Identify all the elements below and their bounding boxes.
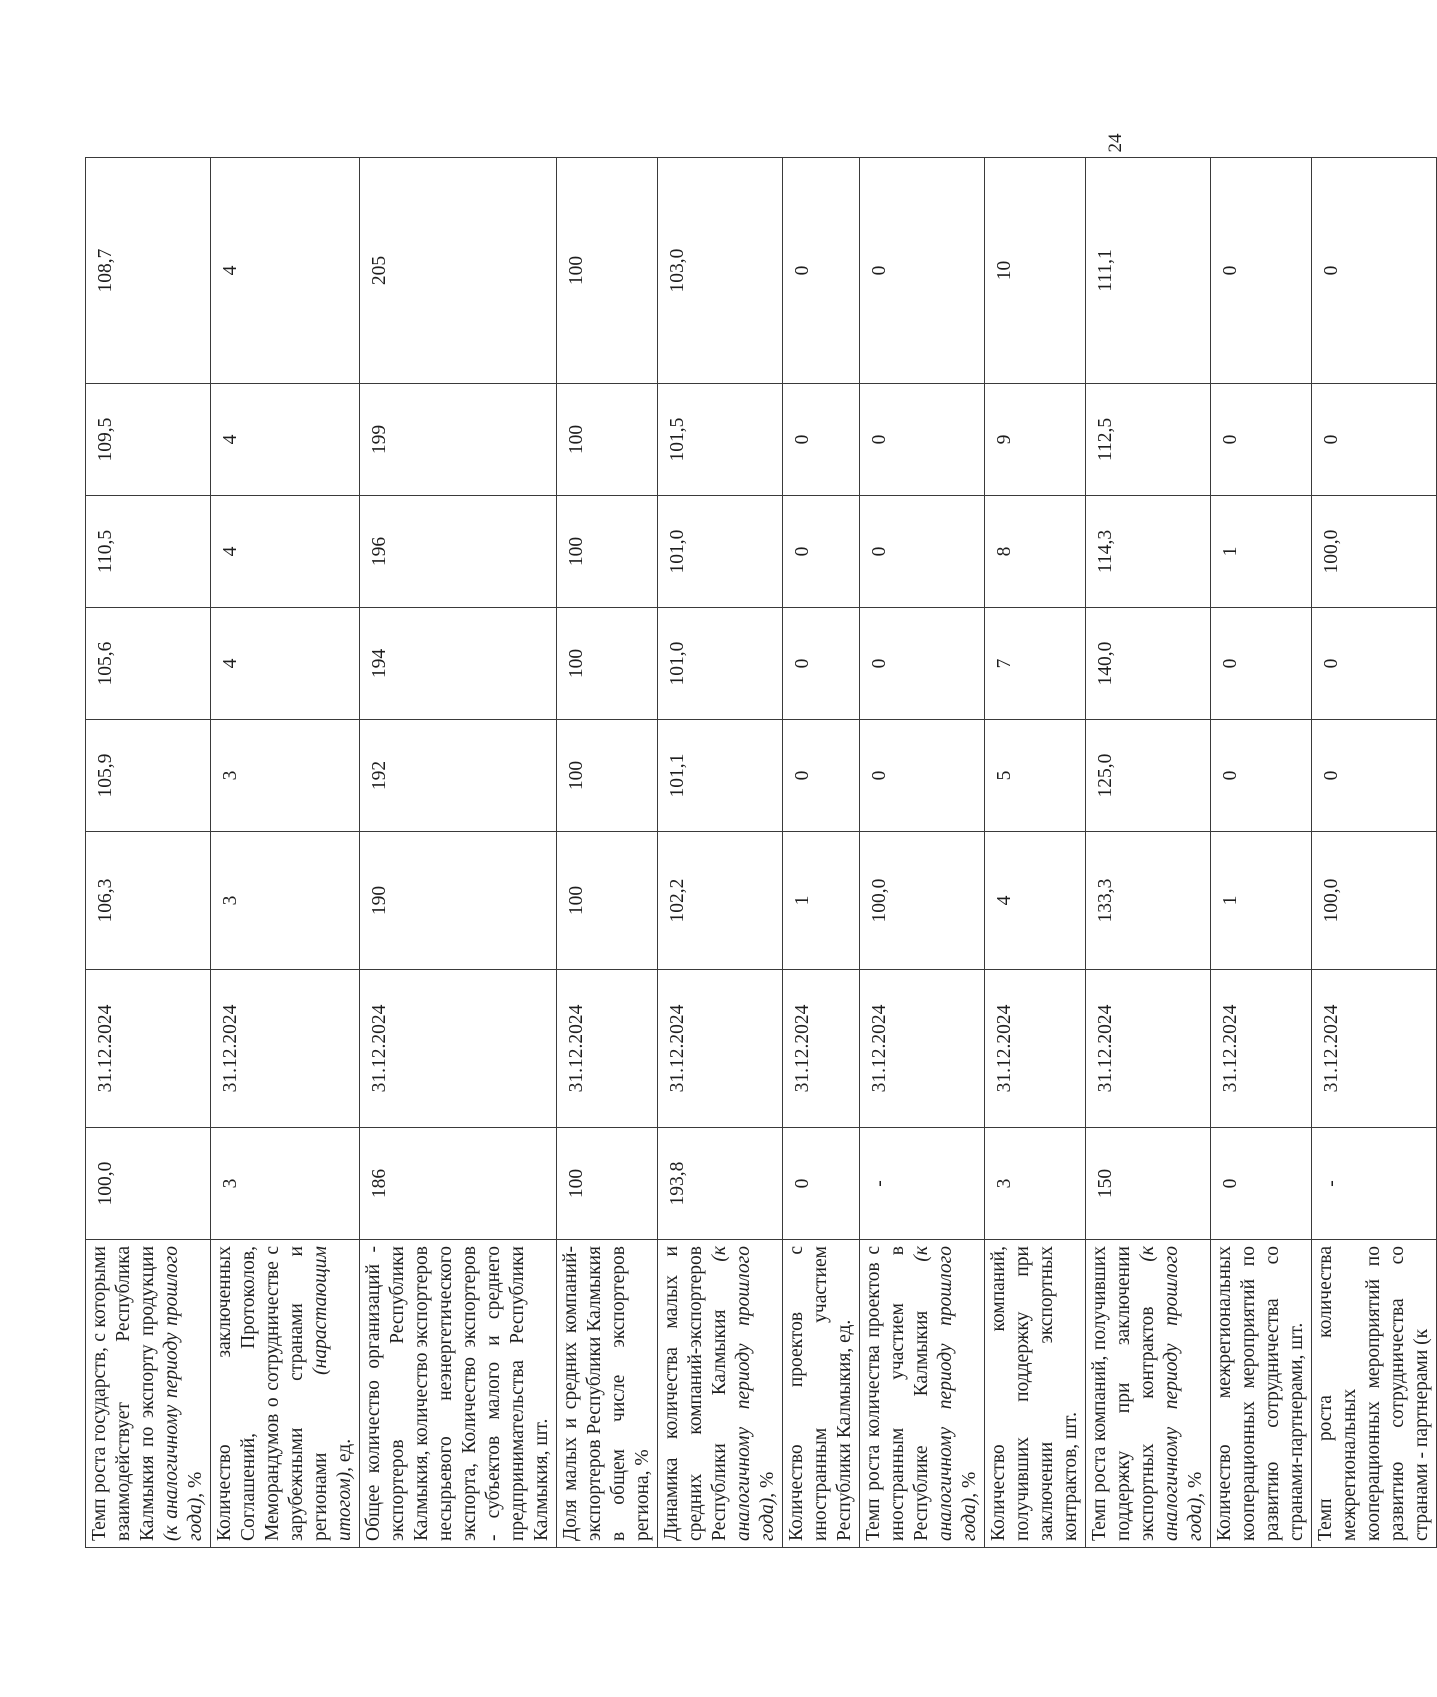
year-value-cell: 133,3 [1086,832,1211,970]
indicators-table [85,157,1437,1548]
year-value-cell: 0 [1211,384,1312,496]
indicator-unit: , ед. [334,1438,355,1472]
year-value-cell: 0 [1312,720,1437,832]
base-value-cell: 100 [557,1128,658,1240]
indicator-name: Темп роста количества межрегиональных кооперационных мероприятий по развитию сотрудничества со странами - партнерами (к [1315,1246,1432,1541]
indicator-name: Темп роста государств, с которыми взаимодействует Республика Калмыкия по экспорту продукции [89,1246,158,1541]
year-value-cell: 109,5 [86,384,211,496]
indicator-name: Темп роста компаний, получивших поддержку при заключении экспортных контрактов [1089,1246,1158,1541]
year-value-cell: 8 [985,496,1086,608]
indicator-name-cell [1211,1240,1312,1548]
year-value-cell: 140,0 [1086,608,1211,720]
indicator-period-note: (к аналогичному периоду прошлого года) [911,1246,980,1541]
table-row [783,158,860,1548]
indicator-name-cell [1312,1240,1437,1548]
year-value-cell: 125,0 [1086,720,1211,832]
year-value-cell: 190 [360,832,557,970]
year-value-cell: 0 [1312,158,1437,384]
year-value-cell: 0 [1211,608,1312,720]
year-value-cell: 192 [360,720,557,832]
indicator-period-note: (к аналогичному периоду прошлого года) [1137,1246,1206,1541]
date-cell: 31.12.2024 [1211,970,1312,1128]
year-value-cell: 105,6 [86,608,211,720]
year-value-cell: 102,2 [658,832,783,970]
year-value-cell: 5 [985,720,1086,832]
indicator-name-cell [360,1240,557,1548]
table-row [211,158,360,1548]
year-value-cell: 7 [985,608,1086,720]
indicator-period-note: (к аналогичному периоду прошлого года) [709,1245,778,1541]
indicator-name: Количество компаний, получивших поддержку при заключении экспортных контрактов, шт. [988,1246,1081,1541]
table-row [658,158,783,1548]
base-value-cell: 3 [985,1128,1086,1240]
table-row [1086,158,1211,1548]
year-value-cell: 0 [783,384,860,496]
year-value-cell: 10 [985,158,1086,384]
year-value-cell: 100 [557,384,658,496]
year-value-cell: 4 [985,832,1086,970]
year-value-cell: 199 [360,384,557,496]
base-value-cell: 0 [1211,1128,1312,1240]
year-value-cell: 3 [211,720,360,832]
year-value-cell: 1 [783,832,860,970]
date-cell: 31.12.2024 [360,970,557,1128]
base-value-cell: 186 [360,1128,557,1240]
year-value-cell: 0 [860,384,985,496]
year-value-cell: 0 [860,158,985,384]
indicator-name: Количество проектов с иностранным участием Республики Калмыкия, ед. [786,1246,855,1541]
date-cell: 31.12.2024 [860,970,985,1128]
indicator-name-cell [557,1240,658,1548]
date-cell: 31.12.2024 [1086,970,1211,1128]
year-value-cell: 4 [211,608,360,720]
indicator-unit: , % [757,1471,778,1498]
indicator-name: Количество заключенных Соглашений, Протоколов, Меморандумов о сотрудничестве с зарубежными странами и регионами [214,1246,331,1541]
base-value-cell: - [1312,1128,1437,1240]
indicator-unit: , % [1185,1471,1206,1498]
year-value-cell: 108,7 [86,158,211,384]
year-value-cell: 0 [1211,720,1312,832]
indicator-name: Динамика количества малых и средних компаний-экспортеров Республики Калмыкия [661,1246,730,1541]
table-row [860,158,985,1548]
year-value-cell: 0 [860,496,985,608]
year-value-cell: 101,0 [658,608,783,720]
year-value-cell: 100 [557,720,658,832]
year-value-cell: 100 [557,608,658,720]
year-value-cell: 205 [360,158,557,384]
indicator-name-cell [211,1240,360,1548]
year-value-cell: 1 [1211,496,1312,608]
indicator-name: Количество межрегиональных кооперационных мероприятий по развитию сотрудничества со странами-партнерами, шт. [1214,1246,1307,1541]
year-value-cell: 0 [1312,608,1437,720]
year-value-cell: 0 [860,720,985,832]
indicator-period-note: (нарастающим итогом) [310,1246,355,1541]
year-value-cell: 101,1 [658,720,783,832]
year-value-cell: 4 [211,158,360,384]
base-value-cell: 150 [1086,1128,1211,1240]
year-value-cell: 110,5 [86,496,211,608]
date-cell: 31.12.2024 [557,970,658,1128]
year-value-cell: 0 [1312,384,1437,496]
date-cell: 31.12.2024 [211,970,360,1128]
table-row [360,158,557,1548]
year-value-cell: 105,9 [86,720,211,832]
indicator-name-cell [658,1240,783,1548]
date-cell: 31.12.2024 [86,970,211,1128]
indicator-name-cell [860,1240,985,1548]
rotated-page-content [85,158,1432,1548]
date-cell: 31.12.2024 [783,970,860,1128]
year-value-cell: 1 [1211,832,1312,970]
year-value-cell: 100,0 [1312,832,1437,970]
year-value-cell: 196 [360,496,557,608]
year-value-cell: 100,0 [1312,496,1437,608]
year-value-cell: 3 [211,832,360,970]
table-row [985,158,1086,1548]
table-row [86,158,211,1548]
year-value-cell: 100 [557,832,658,970]
indicator-name: Общее количество организаций - экспортеров Республики Калмыкия, количество экспортеров несырьевого неэнергетического экспорта, Количество экспортеров - субъектов малого и среднего предпринимательства Республики Калмыкия, шт. [363,1246,552,1541]
indicator-name: Доля малых и средних компаний-экспортеров Республики Калмыкия в общем числе экспортеров региона, % [560,1246,653,1541]
table-row [1312,158,1437,1548]
indicator-name-cell [783,1240,860,1548]
date-cell: 31.12.2024 [658,970,783,1128]
year-value-cell: 114,3 [1086,496,1211,608]
indicators-table-body [86,158,1437,1548]
page-number: 24 [1105,133,1126,153]
base-value-cell: 0 [783,1128,860,1240]
indicator-unit: , % [185,1471,206,1498]
base-value-cell: - [860,1128,985,1240]
base-value-cell: 100,0 [86,1128,211,1240]
year-value-cell: 112,5 [1086,384,1211,496]
date-cell: 31.12.2024 [985,970,1086,1128]
table-row [557,158,658,1548]
year-value-cell: 0 [783,608,860,720]
year-value-cell: 4 [211,496,360,608]
year-value-cell: 0 [783,158,860,384]
indicator-name: Темп роста количества проектов с иностранным участием в Республике Калмыкия [863,1246,932,1541]
year-value-cell: 194 [360,608,557,720]
indicator-name-cell [86,1240,211,1548]
year-value-cell: 4 [211,384,360,496]
year-value-cell: 0 [783,496,860,608]
indicator-unit: , % [959,1471,980,1498]
base-value-cell: 3 [211,1128,360,1240]
indicator-name-cell [1086,1240,1211,1548]
year-value-cell: 0 [783,720,860,832]
year-value-cell: 101,5 [658,384,783,496]
year-value-cell: 0 [1211,158,1312,384]
year-value-cell: 103,0 [658,158,783,384]
year-value-cell: 100 [557,158,658,384]
date-cell: 31.12.2024 [1312,970,1437,1128]
base-value-cell: 193,8 [658,1128,783,1240]
year-value-cell: 100,0 [860,832,985,970]
year-value-cell: 9 [985,384,1086,496]
indicator-period-note: (к аналогичному периоду прошлого года) [161,1246,206,1541]
table-row [1211,158,1312,1548]
year-value-cell: 100 [557,496,658,608]
year-value-cell: 111,1 [1086,158,1211,384]
year-value-cell: 101,0 [658,496,783,608]
year-value-cell: 106,3 [86,832,211,970]
indicator-name-cell [985,1240,1086,1548]
year-value-cell: 0 [860,608,985,720]
